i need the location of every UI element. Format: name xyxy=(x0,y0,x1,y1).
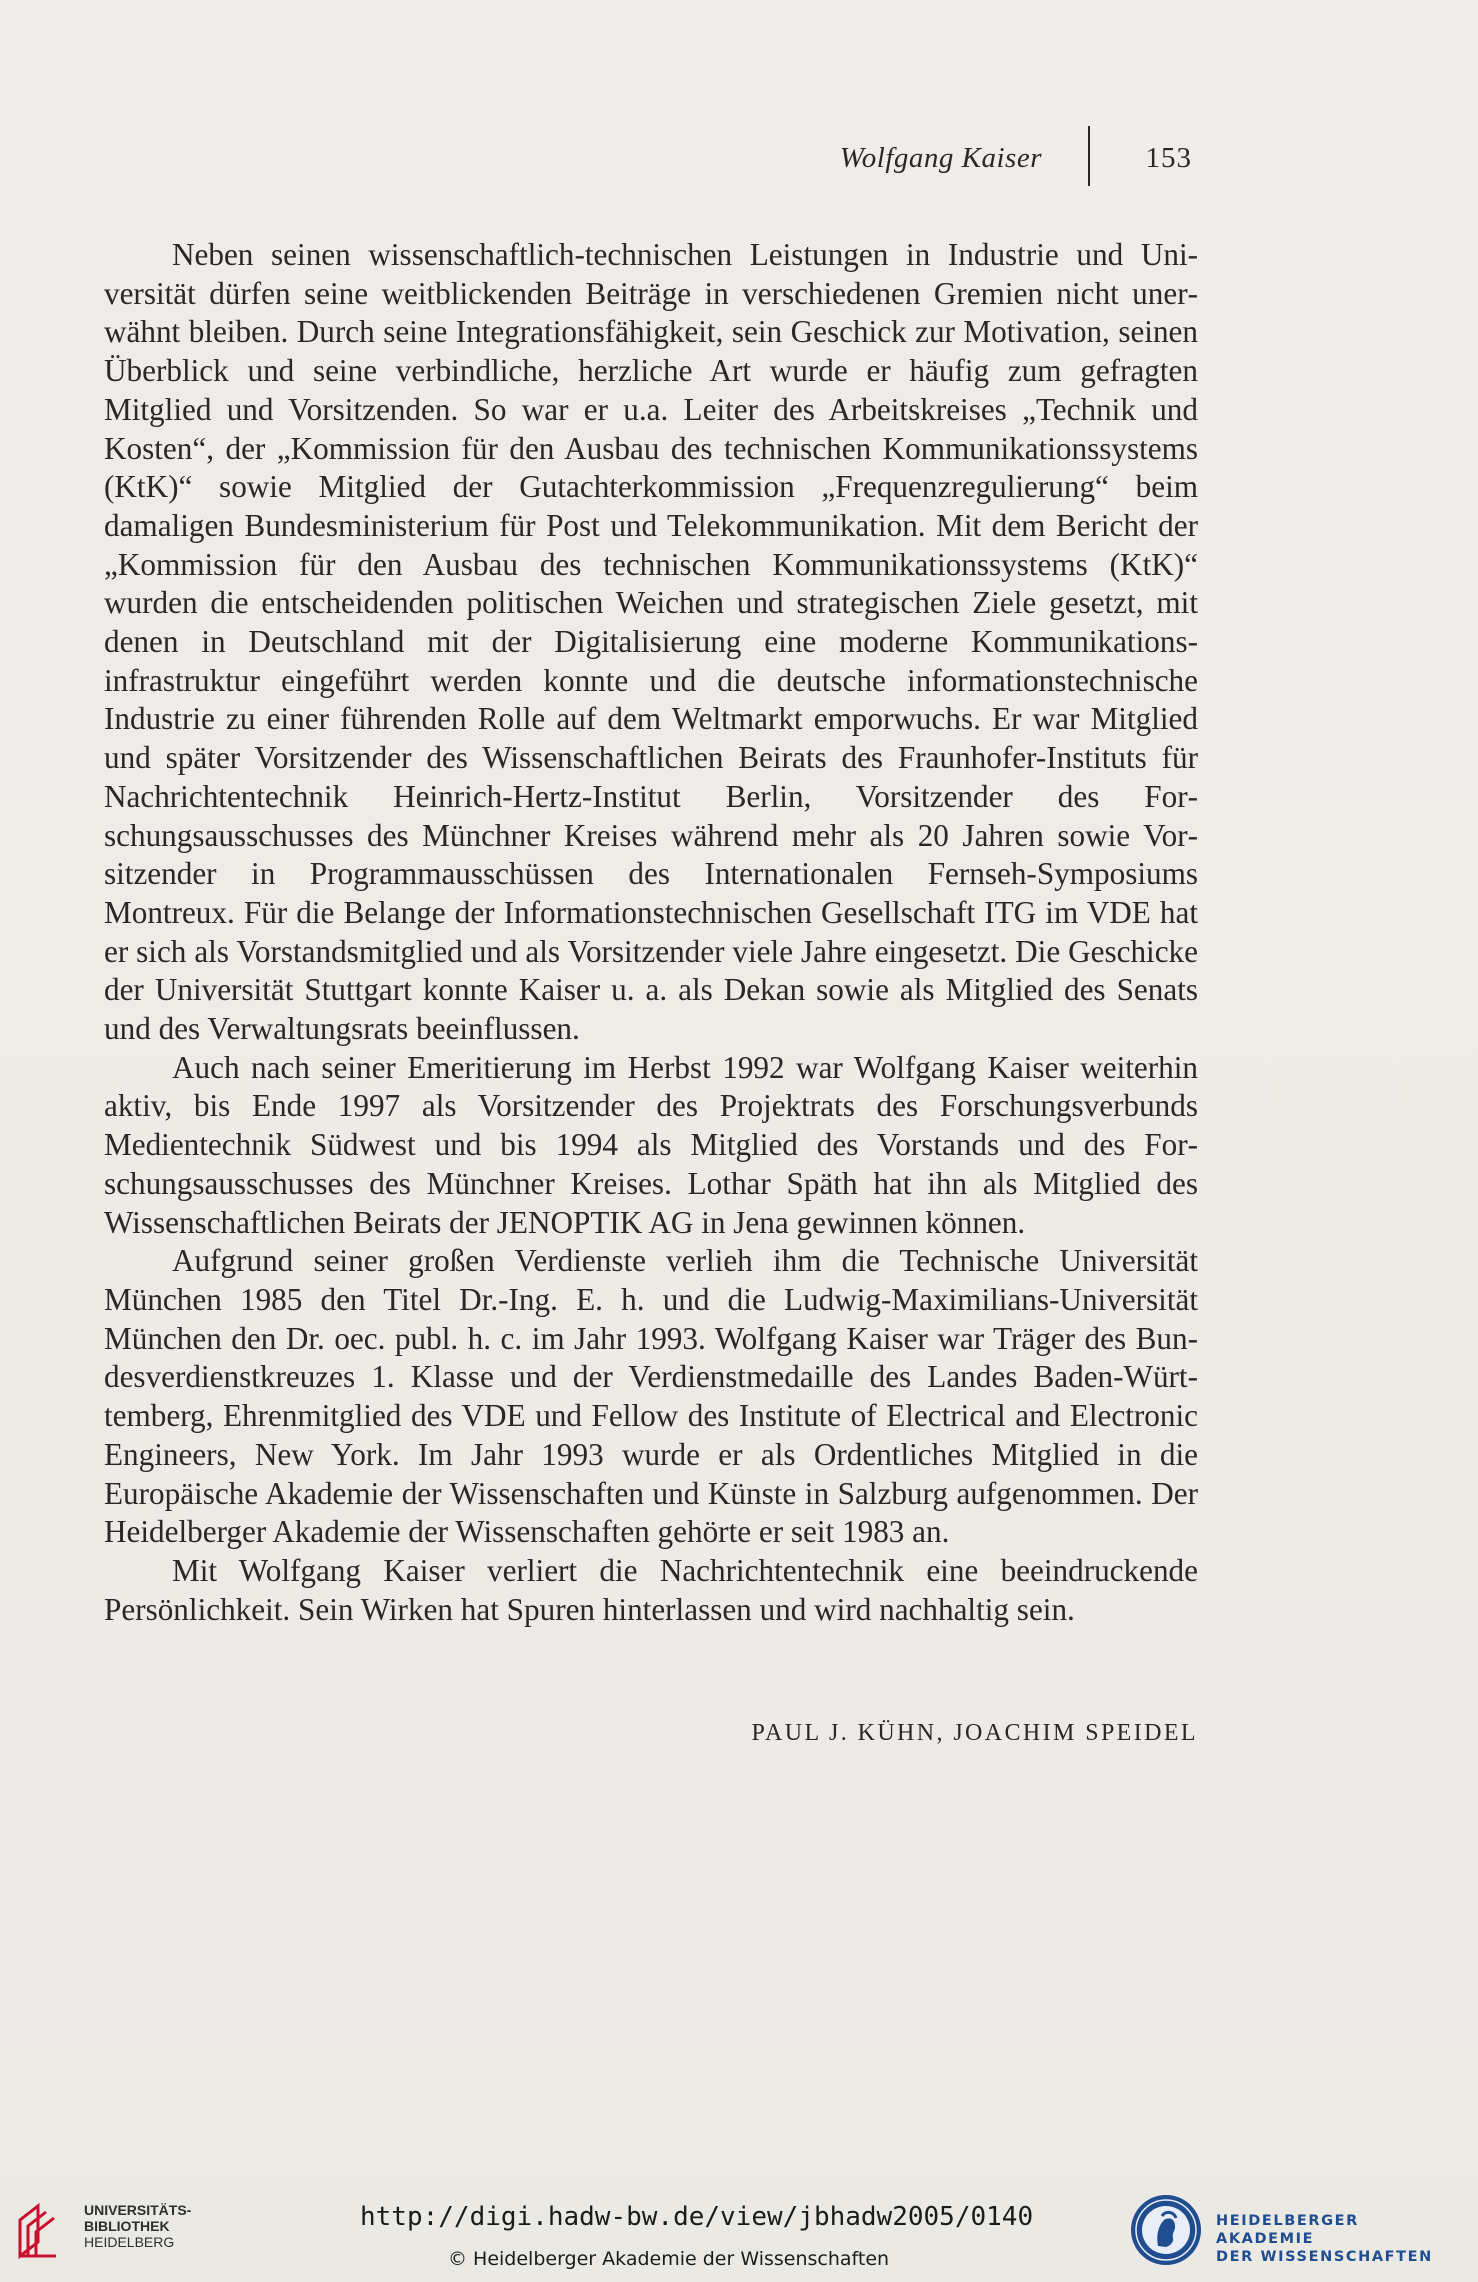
page-number: 153 xyxy=(1145,142,1192,174)
library-logo-line: HEIDELBERG xyxy=(84,2234,175,2250)
paragraph: Aufgrund seiner großen Verdienste verlieh ihm die Technische Universität München 1985 den Titel Dr.-Ing. E. h. und die Ludwig-Maximilians-Universität München den Dr. oec. publ. h. c. im Jahr 1993. Wolfgang Kaiser war Träger des Bundesverdienstkreuzes 1. Klasse und der Verdienstmedaille des Landes Baden-Württemberg, Ehrenmitglied des VDE und Fellow des Institute of Electrical and Electronic Engineers, New York. Im Jahr 1993 wurde er als Ordentliches Mitglied in die Europäische Akademie der Wissenschaften und Künste in Salzburg aufgenommen. Der Heidelberger Akademie der Wissenschaften gehörte er seit 1983 an. xyxy=(104,1243,1198,1550)
copyright-notice: © Heidelberger Akademie der Wissenschaften xyxy=(448,2248,890,2270)
digitization-footer xyxy=(0,2178,1478,2282)
paragraph: Neben seinen wissenschaftlich-technischen Leistungen in Industrie und Universität dürfen seine weitblickenden Beiträge in verschiedenen Gremien nicht unerwähnt bleiben. Durch seine Integrationsfähigkeit, sein Geschick zur Motivation, seinen Überblick und seine verbindliche, herzliche Art wurde er häufig zum gefragten Mitglied und Vorsitzenden. So war er u.a. Leiter des Arbeitskreises „Technik und Kosten“, der „Kommission für den Ausbau des technischen Kommunikationssystems (KtK)“ sowie Mitglied der Gutachterkommission „Frequenzregulierung“ beim damaligen Bundesministerium für Post und Telekommunikation. Mit dem Bericht der „Kommission für den Ausbau des technischen Kommunikationssystems (KtK)“ wurden die entscheidenden politischen Weichen und strategischen Ziele gesetzt, mit denen in Deutschland mit der Digitalisierung eine moderne Kommunikationsinfrastruktur eingeführt werden konnte und die deutsche informationstechnische Industrie zu einer führenden Rolle auf dem Weltmarkt emporwuchs. Er war Mitglied und später Vorsitzender des Wissenschaftlichen Beirats des Fraunhofer-Instituts für Nachrichtentechnik Heinrich-Hertz-Institut Berlin, Vorsitzender des Forschungsausschusses des Münchner Kreises während mehr als 20 Jahren sowie Vorsitzender in Programmausschüssen des Internationalen Fernseh-Symposiums Montreux. Für die Belange der Informationstechnischen Gesellschaft ITG im VDE hat er sich als Vorstandsmitglied und als Vorsitzender viele Jahre eingesetzt. Die Geschicke der Universität Stuttgart konnte Kaiser u. a. als Dekan sowie als Mitglied des Senats und des Verwaltungsrats beeinflussen. xyxy=(104,237,1198,1047)
library-logo-line: UNIVERSITÄTS- xyxy=(84,2202,192,2218)
library-logo-line: BIBLIOTHEK xyxy=(84,2218,170,2234)
academy-logo-line: HEIDELBERGER AKADEMIE xyxy=(1216,2213,1359,2247)
author-signature: PAUL J. KÜHN, JOACHIM SPEIDEL xyxy=(751,1720,1198,1746)
library-mark-icon xyxy=(16,2200,72,2260)
article-body xyxy=(104,236,1198,1629)
paragraph: Auch nach seiner Emeritierung im Herbst 1992 war Wolfgang Kaiser weiterhin aktiv, bis Ende 1997 als Vorsitzender des Projektrats des Forschungsverbunds Medientechnik Südwest und bis 1994 als Mitglied des Vorstands und des Forschungsausschusses des Münchner Kreises. Lothar Späth hat ihn als Mitglied des Wissenschaftlichen Beirats der JENOPTIK AG in Jena gewinnen können. xyxy=(104,1049,1198,1240)
university-library-logo xyxy=(16,2194,192,2264)
academy-logo-line: DER WISSENSCHAFTEN xyxy=(1216,2249,1433,2265)
running-head xyxy=(760,138,1192,188)
academy-logo xyxy=(1128,2190,1458,2270)
academy-seal-icon xyxy=(1128,2192,1204,2268)
paragraph: Mit Wolfgang Kaiser verliert die Nachrichtentechnik eine beeindruckende Persönlichkeit. Sein Wirken hat Spuren hinterlassen und wird nachhaltig sein. xyxy=(104,1552,1198,1627)
permalink-url[interactable]: http://digi.hadw-bw.de/view/jbhadw2005/0140 xyxy=(360,2202,1034,2232)
running-head-divider xyxy=(1088,126,1090,186)
running-head-author: Wolfgang Kaiser xyxy=(839,142,1042,174)
